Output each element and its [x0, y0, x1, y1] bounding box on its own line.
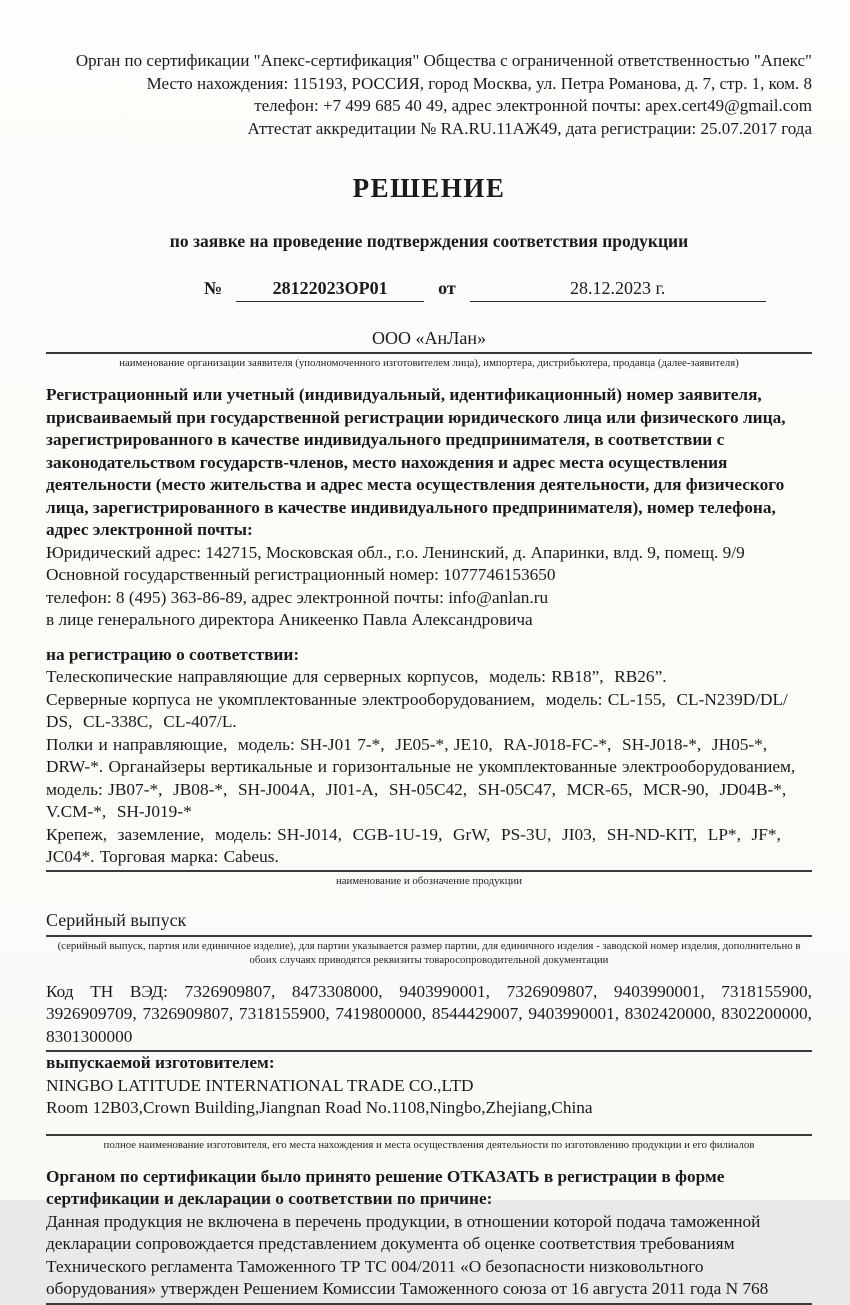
- document-title: РЕШЕНИЕ: [352, 173, 506, 204]
- header-line-org: Орган по сертификации "Апекс-сертификация" Общества с ограниченной ответственностью "Апекс": [75, 51, 812, 70]
- header-line-accreditation: Аттестат аккредитации № RA.RU.11АЖ49, дата регистрации: 25.07.2017 года: [247, 118, 812, 138]
- applicant-name-field: [46, 328, 812, 354]
- decision-reason-text: Данная продукция не включена в перечень продукции, в отношении которой подача таможенной декларации сопровождается представлением документа об оценке соответствия требованиям Технического регламента Таможенного ТР ТС 004/2011 «О безопасности низковольтного оборудования» утвержден Решением Комиссии Таможенного союза от 16 августа 2011 года N 768: [46, 1211, 812, 1305]
- director-line: в лице генерального директора Аникеенко Павла Александровича: [46, 610, 533, 630]
- products-list-field: [46, 666, 812, 872]
- product-item-cases: Серверные корпуса не укомплектованные электрооборудованием, модель: CL-155, CL-N239D/DL/ DS, CL-338C, CL-407/L.: [46, 689, 794, 732]
- applicant-requisites: [46, 542, 812, 632]
- legal-address-line: Юридический адрес: 142715, Московская обл., г.о. Ленинский, д. Апаринки, влд. 9, помещ. 9/9: [46, 542, 745, 562]
- applicant-caption: наименование организации заявителя (уполномоченного изготовителем лица), импортера, дистрибьютера, продавца (далее-заявителя): [119, 357, 739, 370]
- certification-body-header: [46, 50, 812, 140]
- manufacturer-name-line: NINGBO LATITUDE INTERNATIONAL TRADE CO.,LTD: [46, 1075, 474, 1095]
- product-item-fasteners: Крепеж, заземление, модель: SH-J014, CGB-1U-19, GrW, PS-3U, JI03, SH-ND-KIT, LP*, JF*, JC04*. Торговая марка: Cabeus.: [46, 824, 787, 867]
- decision-heading: Органом по сертификации было принято решение ОТКАЗАТЬ в регистрации в форме сертификации и декларации о соответствии по причине:: [46, 1166, 725, 1209]
- product-item-shelves-organizers: Полки и направляющие, модель: SH-J01 7-*, JE05-*, JE10, RA-J018-FC-*, SH-J018-*, JH05-*, DRW-*. Органайзеры вертикальные и горизонтальные не укомплектованные электрооборудованием, модель: JB07-*, JB08-*, SH-J004A, JI01-A, SH-05C42, SH-05C47, MCR-65, MCR-90, JD04B-*, V.CM-*, SH-J019-*: [46, 734, 801, 822]
- decision-date: 28.12.2023 г.: [470, 278, 766, 302]
- number-sign-label: №: [204, 278, 223, 299]
- header-line-contacts: телефон: +7 499 685 40 49, адрес электронной почты: apex.cert49@gmail.com: [254, 96, 812, 116]
- registration-requisites-heading: Регистрационный или учетный (индивидуальный, идентификационный) номер заявителя, присваиваемый при государственной регистрации юридического лица или физического лица, зарегистрированного в качестве индивидуального предпринимателя, в соответствии с законодательством государств-членов, место нахождения и адрес места осуществления деятельности (место жительства и адрес места осуществления деятельности, для физического лица, зарегистрированного в качестве индивидуального предпринимателя), номер телефона, адрес электронной почты:: [46, 385, 786, 540]
- manufacturer-underline: [46, 1134, 812, 1136]
- product-item-rails: Телескопические направляющие для серверных корпусов, модель: RB18”, RB26”.: [46, 667, 667, 687]
- date-preposition-label: от: [438, 278, 456, 299]
- serial-caption: (серийный выпуск, партия или единичное изделие), для партии указывается размер партии, для единичного изделия - заводской номер изделия, дополнительно в обоих случаях приводятся реквизиты товаросопроводительной документации: [57, 939, 801, 966]
- header-line-address: Место нахождения: 115193, РОССИЯ, город Москва, ул. Петра Романова, д. 7, стр. 1, ком. 8: [146, 73, 812, 93]
- products-caption: наименование и обозначение продукции: [335, 874, 523, 887]
- serial-release-field: [46, 910, 812, 937]
- phone-email-line: телефон: 8 (495) 363-86-89, адрес электронной почты: info@anlan.ru: [46, 587, 549, 607]
- products-section-heading: на регистрацию о соответствии:: [46, 644, 300, 664]
- tnved-codes-field: Код ТН ВЭД: 7326909807, 8473308000, 9403990001, 7326909807, 9403990001, 7318155900, 3926909709, 7326909807, 7318155900, 7419800000, 8544429007, 9403990001, 8302420000, 8302200000, 8301300000: [46, 981, 812, 1053]
- serial-release-value: Серийный выпуск: [46, 909, 187, 930]
- decision-number: 28122023ОР01: [236, 278, 424, 302]
- manufacturer-details: [46, 1075, 812, 1120]
- document-subtitle: по заявке на проведение подтверждения соответствия продукции: [169, 231, 689, 252]
- ogrn-line: Основной государственный регистрационный номер: 1077746153650: [46, 565, 556, 585]
- manufacturer-address-line: Room 12B03,Crown Building,Jiangnan Road No.1108,Ningbo,Zhejiang,China: [46, 1098, 593, 1118]
- number-date-line: [204, 278, 812, 302]
- manufacturer-caption: полное наименование изготовителя, его места нахождения и места осуществления деятельности по изготовлению продукции и его филиалов: [103, 1138, 755, 1151]
- manufacturer-heading: выпускаемой изготовителем:: [46, 1053, 275, 1073]
- applicant-name: ООО «АнЛан»: [372, 328, 486, 349]
